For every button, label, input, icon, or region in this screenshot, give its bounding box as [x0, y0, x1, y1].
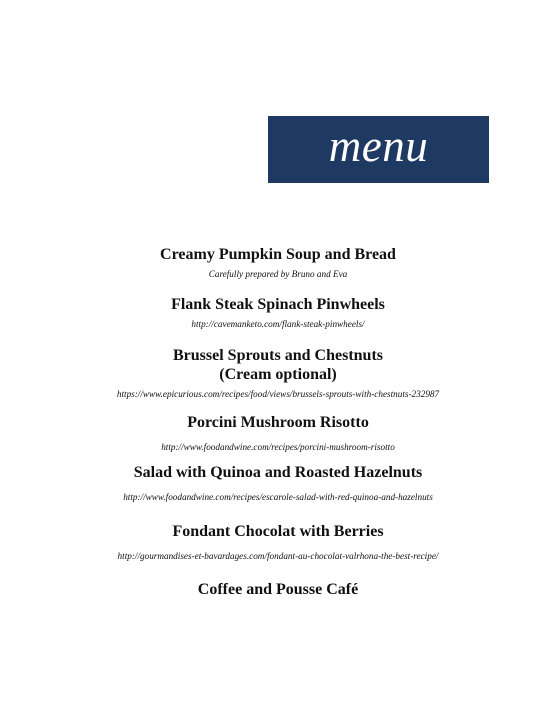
dish-name: Coffee and Pousse Café: [197, 581, 359, 598]
course-item: [0, 463, 556, 503]
menu-title: menu: [328, 121, 429, 171]
dish-link[interactable]: http://gourmandises-et-bavardages.com/fondant-au-chocolat-valrhona-the-best-recipe/: [117, 551, 439, 561]
dish-name-line: (Cream optional): [219, 366, 337, 383]
dish-link[interactable]: http://cavemanketo.com/flank-steak-pinwheels/: [191, 319, 365, 329]
course-item: [0, 346, 556, 400]
course-item: [0, 295, 556, 330]
dish-name: Creamy Pumpkin Soup and Bread: [160, 246, 396, 263]
dish-link[interactable]: http://www.foodandwine.com/recipes/escarole-salad-with-red-quinoa-and-hazelnuts: [123, 492, 433, 502]
course-item: [0, 580, 556, 599]
dish-name: Porcini Mushroom Risotto: [187, 414, 369, 431]
dish-link[interactable]: https://www.epicurious.com/recipes/food/views/brussels-sprouts-with-chestnuts-232987: [116, 389, 440, 399]
dish-name: Fondant Chocolat with Berries: [172, 523, 384, 540]
dish-name: Salad with Quinoa and Roasted Hazelnuts: [133, 464, 423, 481]
dish-name: [0, 346, 556, 384]
dish-link[interactable]: http://www.foodandwine.com/recipes/porcini-mushroom-risotto: [161, 442, 395, 452]
dish-name: Flank Steak Spinach Pinwheels: [171, 296, 385, 313]
course-item: [0, 245, 556, 280]
dish-note: Carefully prepared by Bruno and Eva: [208, 269, 348, 279]
course-item: [0, 522, 556, 562]
dish-name-line: Brussel Sprouts and Chestnuts: [173, 347, 383, 364]
course-item: [0, 413, 556, 453]
